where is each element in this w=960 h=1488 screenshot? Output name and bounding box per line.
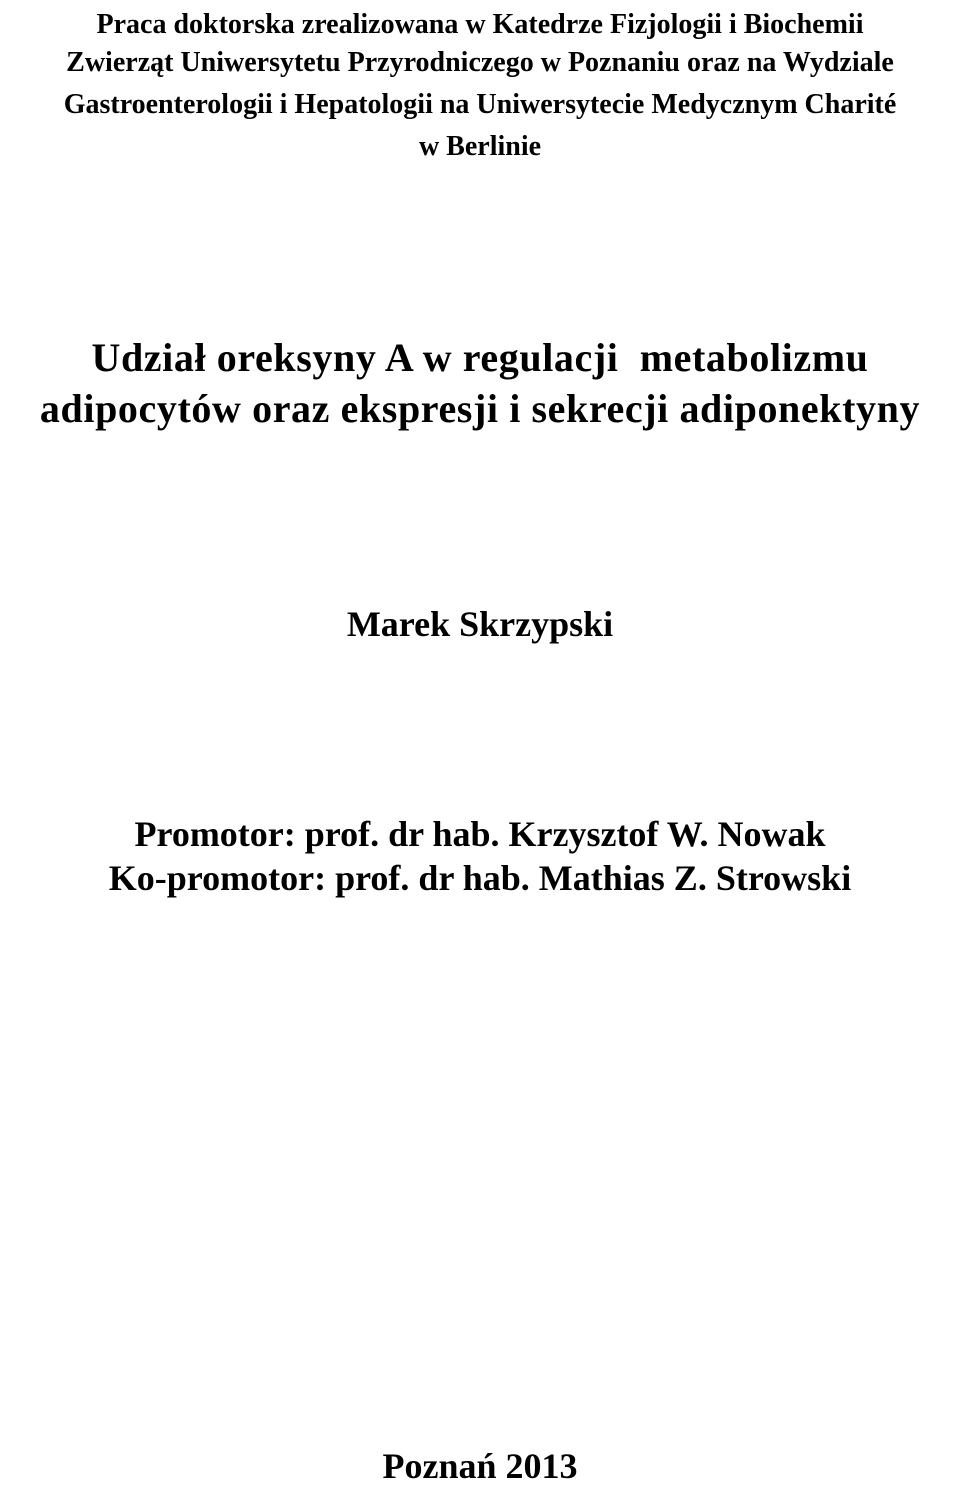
place-year-text: Poznań 2013 <box>382 1446 578 1486</box>
co-promoter-line: Ko-promotor: prof. dr hab. Mathias Z. Strowski <box>108 858 852 898</box>
author-name <box>0 600 960 648</box>
affiliation-line-1: Praca doktorska zrealizowana w Katedrze Fizjologii i Biochemii <box>96 9 864 40</box>
affiliation-block <box>0 4 960 168</box>
thesis-title <box>0 332 960 434</box>
supervisors-block <box>0 812 960 900</box>
affiliation-line-4: w Berlinie <box>418 131 542 162</box>
promoter-line: Promotor: prof. dr hab. Krzysztof W. Nowak <box>134 814 826 854</box>
author-name-text: Marek Skrzypski <box>346 604 614 644</box>
thesis-title-line-1: Udział oreksyny A w regulacji metabolizmu <box>91 335 869 380</box>
affiliation-line-3: Gastroenterologii i Hepatologii na Uniwersytecie Medycznym Charité <box>63 89 897 120</box>
place-year <box>0 1444 960 1488</box>
affiliation-line-2: Zwierząt Uniwersytetu Przyrodniczego w Poznaniu oraz na Wydziale <box>66 47 894 78</box>
thesis-title-line-2: adipocytów oraz ekspresji i sekrecji adiponektyny <box>39 386 921 431</box>
